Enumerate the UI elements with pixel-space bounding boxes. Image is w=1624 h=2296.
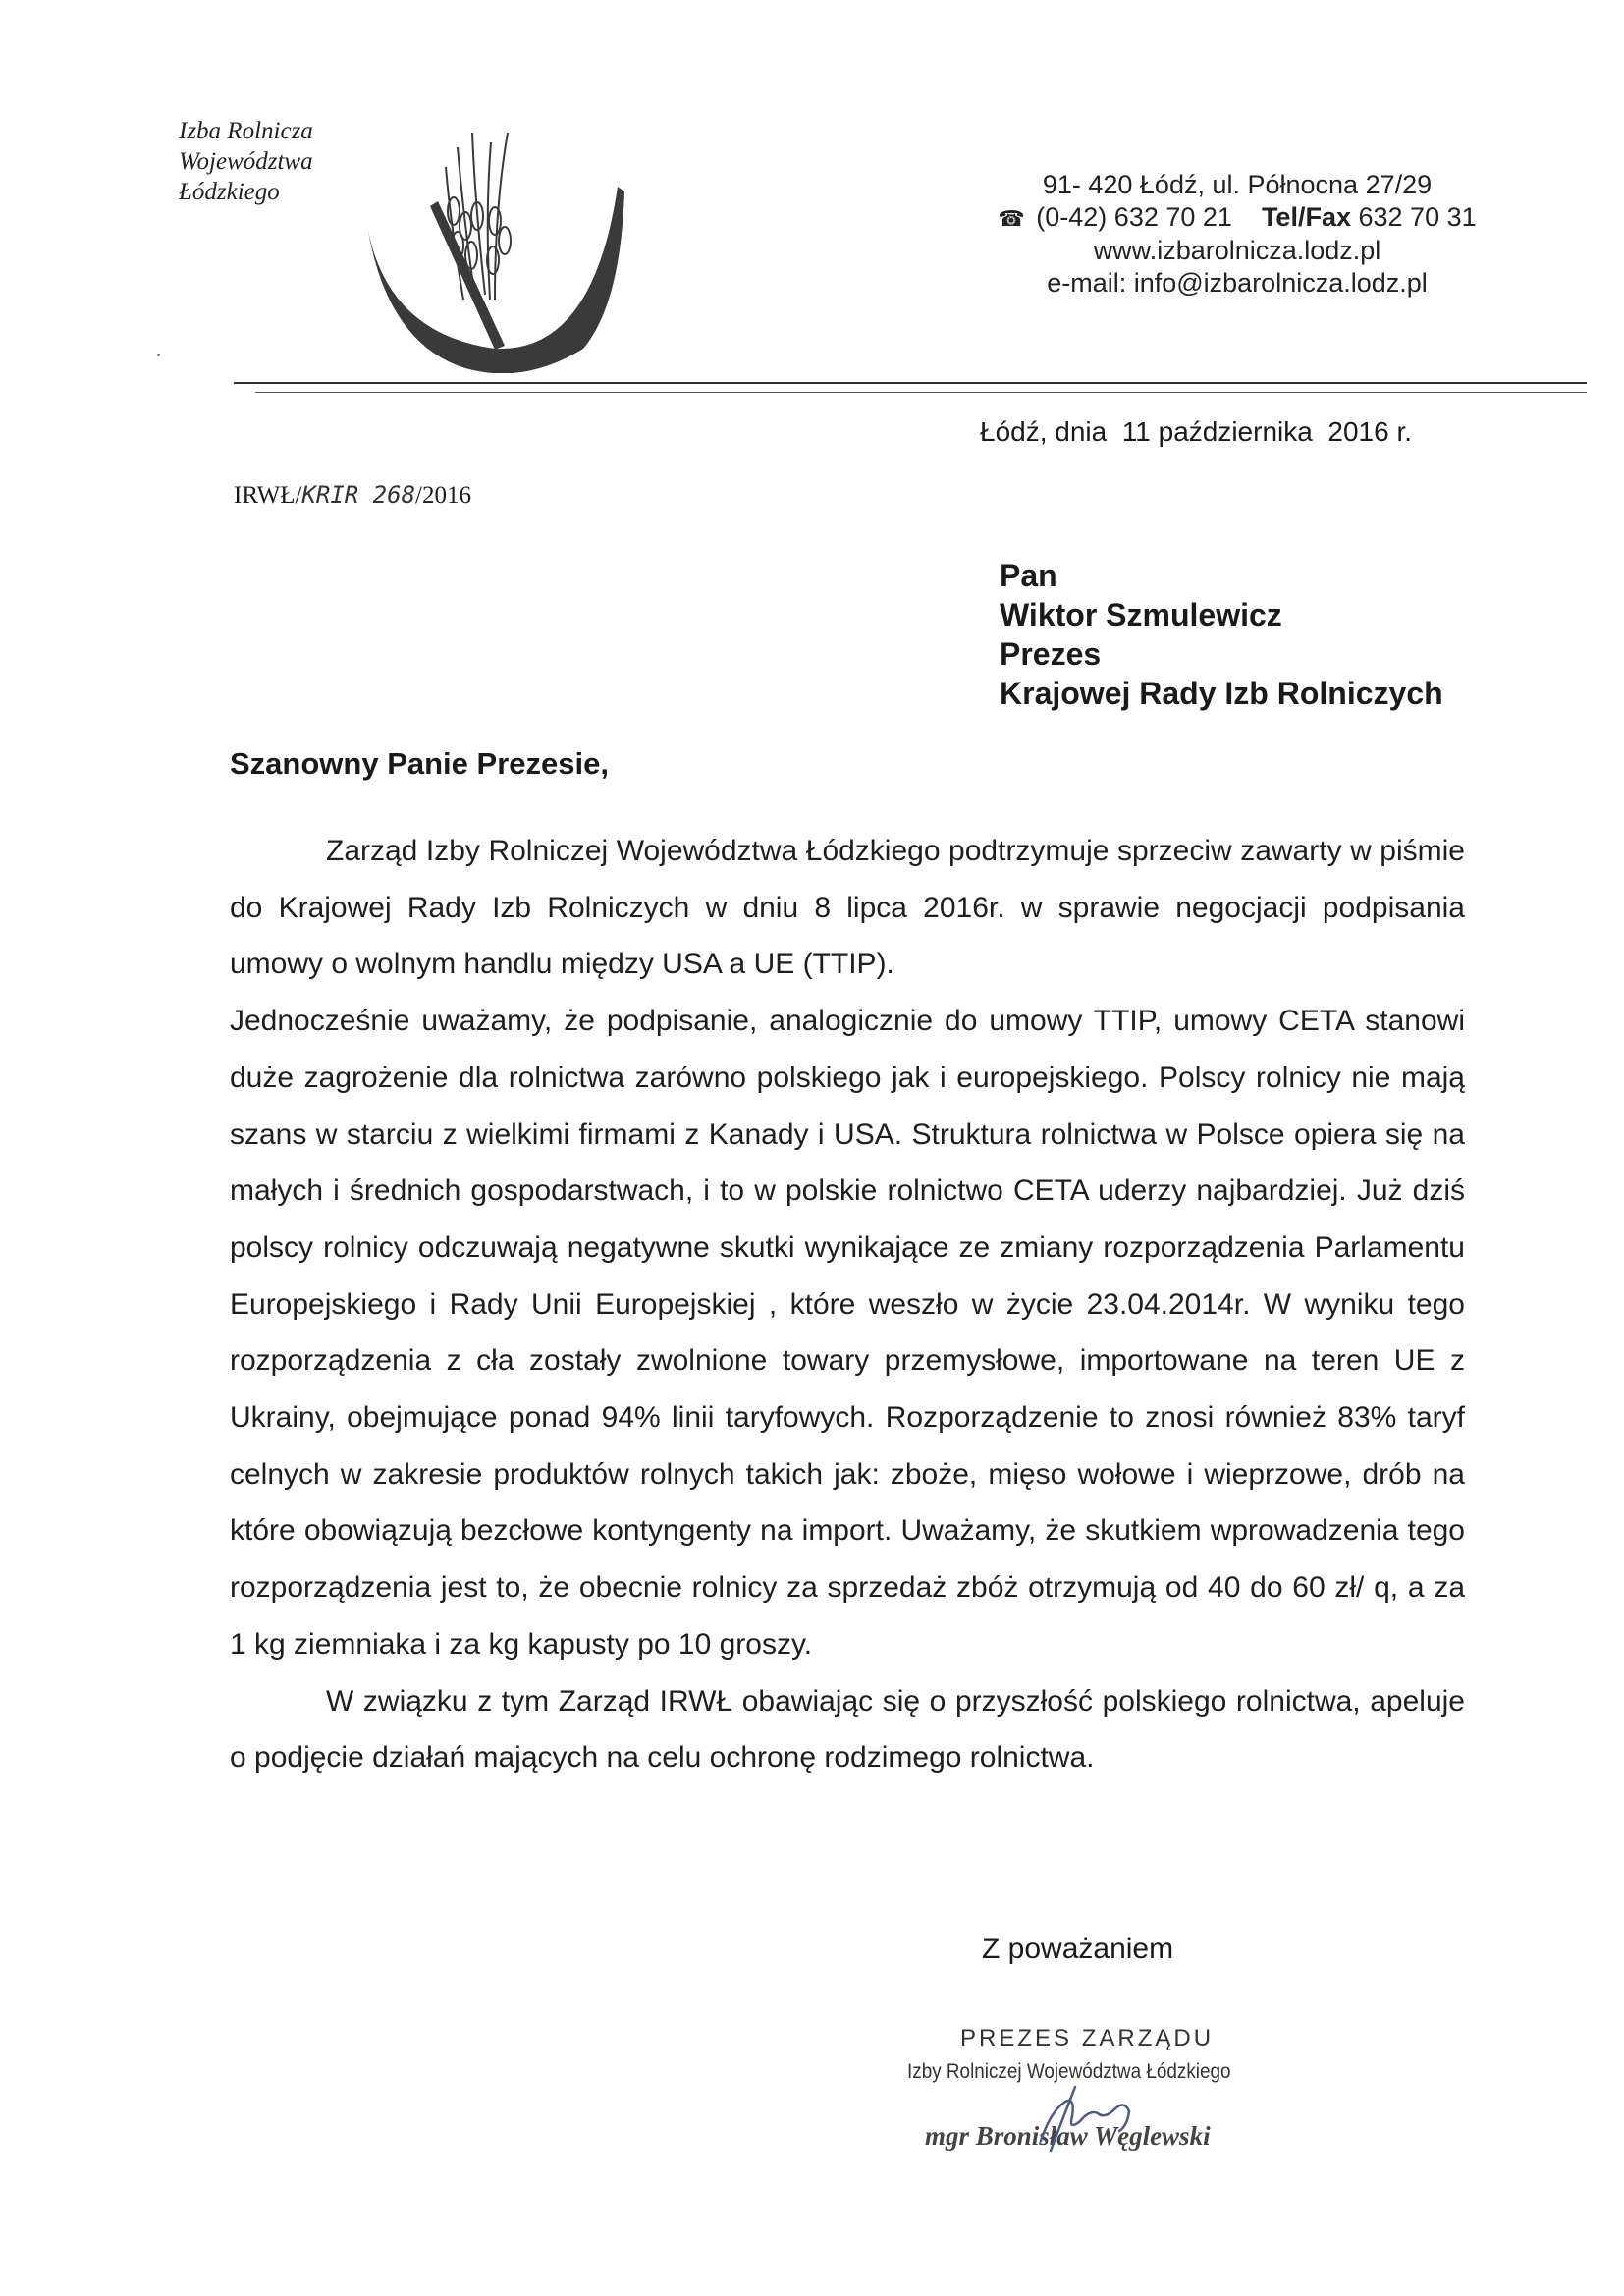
stamp-name: mgr Bronisław Węglewski bbox=[925, 2121, 1211, 2151]
recipient-block bbox=[1000, 556, 1443, 713]
signature bbox=[982, 2072, 1178, 2160]
salutation: Szanowny Panie Prezesie, bbox=[230, 746, 609, 781]
reference-handwritten: KRIR 268 bbox=[301, 481, 416, 509]
address: 91- 420 Łódź, ul. Północna 27/29 bbox=[1042, 170, 1433, 199]
letter-body bbox=[230, 823, 1465, 1786]
reference-number bbox=[234, 481, 471, 510]
telfax-label: Tel/Fax bbox=[1261, 202, 1351, 232]
scythe-wheat-logo bbox=[348, 128, 642, 373]
closing: Z poważaniem bbox=[982, 1933, 1174, 1965]
contact-block bbox=[962, 169, 1512, 300]
header-rule bbox=[234, 382, 1587, 384]
website: www.izbarolnicza.lodz.pl bbox=[1093, 236, 1381, 265]
recipient-line: Wiktor Szmulewicz bbox=[1000, 597, 1282, 632]
header-rule-thin bbox=[255, 392, 1587, 393]
scan-speck bbox=[157, 354, 160, 356]
email: e-mail: info@izbarolnicza.lodz.pl bbox=[1047, 268, 1428, 298]
recipient-line: Krajowej Rady Izb Rolniczych bbox=[1000, 676, 1443, 711]
date-line: Łódź, dnia 11 października 2016 r. bbox=[980, 416, 1413, 447]
body-paragraph: W związku z tym Zarząd IRWŁ obawiając się o przyszłość polskiego rolnictwa, apeluje o podjęcie działań mających na celu ochronę rodzimego rolnictwa. bbox=[230, 1684, 1465, 1775]
telfax-number: 632 70 31 bbox=[1358, 202, 1477, 232]
stamp-title: PREZES ZARZĄDU bbox=[960, 2025, 1215, 2051]
phone-number: (0-42) 632 70 21 bbox=[1036, 202, 1232, 232]
body-paragraph: Zarząd Izby Rolniczej Województwa Łódzkiego podtrzymuje sprzeciw zawarty w piśmie do Krajowej Rady Izb Rolniczych w dniu 8 lipca 2016r. w sprawie negocjacji podpisania umowy o wolnym handlu między USA a UE (TTIP). bbox=[230, 835, 1465, 981]
org-name-line: Łódzkiego bbox=[179, 179, 280, 205]
org-name-line: Izba Rolnicza bbox=[179, 118, 313, 144]
recipient-line: Pan bbox=[1000, 558, 1057, 593]
reference-suffix: /2016 bbox=[415, 482, 471, 509]
stamp-org: Izby Rolniczej Województwa Łódzkiego bbox=[907, 2060, 1231, 2083]
phone-icon: ☎ bbox=[998, 206, 1025, 231]
recipient-line: Prezes bbox=[1000, 636, 1102, 672]
reference-prefix: IRWŁ/ bbox=[234, 482, 302, 509]
body-paragraph: Jednocześnie uważamy, że podpisanie, analogicznie do umowy TTIP, umowy CETA stanowi duże zagrożenie dla rolnictwa zarówno polskiego jak i europejskiego. Polscy rolnicy nie mają szans w starciu z wielkimi firmami z Kanady i USA. Struktura rolnictwa w Polsce opiera się na małych i średnich gospodarstwach, i to w polskie rolnictwo CETA uderzy najbardziej. Już dziś polscy rolnicy odczuwają negatywne skutki wynikające ze zmiany rozporządzenia Parlamentu Europejskiego i Rady Unii Europejskiej , które weszło w życie 23.04.2014r. W wyniku tego rozporządzenia z cła zostały zwolnione towary przemysłowe, importowane na teren UE z Ukrainy, obejmujące ponad 94% linii taryfowych. Rozporządzenie to znosi również 83% taryf celnych w zakresie produktów rolnych takich jak: zboże, mięso wołowe i wieprzowe, drób na które obowiązują bezcłowe kontyngenty na import. Uważamy, że skutkiem wprowadzenia tego rozporządzenia jest to, że obecnie rolnicy za sprzedaż zbóż otrzymują od 40 do 60 zł/ q, a za 1 kg ziemniaka i za kg kapusty po 10 groszy. bbox=[230, 1005, 1465, 1661]
phone-line bbox=[962, 201, 1512, 235]
org-name-line: Województwa bbox=[179, 148, 313, 175]
